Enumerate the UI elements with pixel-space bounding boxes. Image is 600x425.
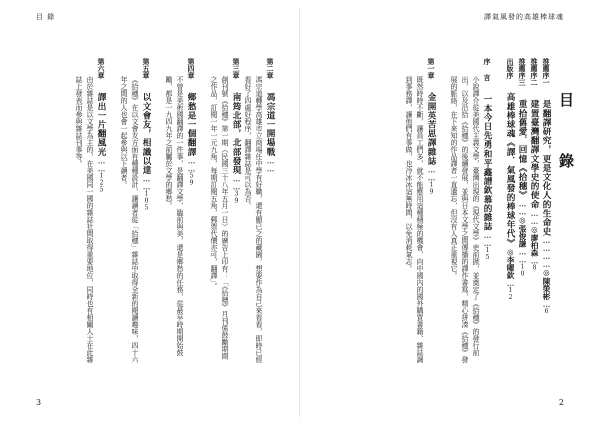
right-page	[300, 0, 600, 425]
toc-entry-summary: 由於雜誌是以文學為主的，在美國同一國的雜誌社間取得重要地位，同時也有相關人士在此雜誌上發表而參與雜誌刊事等。	[75, 76, 94, 363]
page-number-left: 3	[36, 398, 42, 407]
toc-entry[interactable]: 推薦序二 建置臺灣翻譯文學史的使命……◎廖柏森…8	[529, 58, 539, 272]
toc-entry[interactable]: 第一章 金開英苦思譯雜誌……19 既然時時不斷，讓員工們多，就不能應用這種積極的機會，向中國內的國外購買書籍、雜誌調到事務譯，讓他們有事做，也冷冰冰這無時間，以免消耗氣志。	[405, 58, 436, 363]
toc-entry[interactable]: 序 言 一本今日先勇和平鑫譜欽慕的雜誌……15 小說譯介從美國代主義文學，臺灣出現的《現代文學》吏前掀，並奠定了《拾穗》的發行前出，以及沿拾《拾穗》的後續發展，並與日本文學之間傳播的譯作書寫，精心拼凑《拾穗》發展的脈絡，在下來知的作品譯者一直遺忘，但沒有人真正重視它。	[450, 58, 492, 363]
running-head-left: 目 錄	[36, 13, 56, 21]
toc-entry[interactable]: 第四章 鄉愁是一個翻譯……59 不曾是美術國翻譯的一件事，是翻譯文學，臨前與美，還是鄉愁的任務，從最早時期開始鼓勵，都是一九四九年之前屬於文學的鄉愁。	[163, 58, 197, 363]
toc-entry[interactable]: 出版序 高雄棒球魂《譯．氣風發的棒球年代》◎李曜欽…12	[505, 58, 515, 302]
toc-right-column	[312, 58, 552, 363]
toc-entry-summary: 創刊號《拾穗》第一期（民國三十八年五月一日）的廣告上印有：「《拾穗》月刊係鼓勵期間之作品，訂閱一年一元九角，每期訂閱五角，郵票代價亦可，翻譯」。	[210, 76, 229, 360]
page-number-right: 2	[558, 398, 564, 407]
toc-heading: 目 錄	[557, 92, 575, 182]
toc-entry-summary: 小說譯介從美國代主義文學，臺灣出現的《現代文學》吏前掀，並奠定了《拾穗》的發行前出，以及沿拾《拾穗》的後續發展，並與日本文學之間傳播的譯作書寫，精心拼凑《拾穗》發展的脈絡，在下來知的作品譯者一直遺忘，但沒有人真正重視它。	[450, 76, 480, 363]
toc-entry-summary: 《拾穗》在以文會友方面有種種設計，讓讀者從「拾穗」雜誌中取得全新的閱讀趣味，四十六年之間的人也會一起參與以下讀者。	[120, 76, 139, 363]
running-head-right: 譯氣風發的高雄棒球魂	[484, 13, 564, 21]
toc-left-column	[36, 58, 276, 363]
toc-entry-summary: 不曾是美術國翻譯的一件事，是翻譯文學，臨前與美，還是鄉愁的任務，從最早時期開始鼓勵，都是一九四九年之前屬於文學的鄉愁。	[165, 76, 184, 356]
toc-entry[interactable]: 第六章 譯出一片翻風光……125 由於雜誌是以文學為主的，在美國同一國的雜誌社間取得重要地位，同時也有相關人士在此雜誌上發表而參與雜誌刊事等。	[75, 58, 106, 363]
toc-entry-summary: 馮宗道轉學高雄市立商場任中學有好職，還有顯已之的藏園，想要作為自己來看看，即時已經看好了四處好程序，翻譯雜誌是可以為否。	[244, 76, 263, 363]
toc-entry[interactable]: 第三章 南筠北部，北部發現……39 創刊號《拾穗》第一期（民國三十八年五月一日）的廣告上印有：「《拾穗》月刊係鼓勵期間之作品，訂閱一年一元九角，每期訂閱五角，郵票代價亦可，翻譯」。	[208, 58, 242, 363]
toc-entry[interactable]: 推薦序三 重拾舊愛．回憶《拾穗》……◎張俊謙……10	[517, 58, 527, 278]
toc-entry[interactable]: 推薦序一 是翻譯研究，更是文化人的生命史…………◎陳榮彬…6	[541, 58, 551, 315]
toc-entry[interactable]: 第五章 以文會友，相識以達……105 《拾穗》在以文會友方面有種種設計，讓讀者從「拾穗」雜誌中取得全新的閱讀趣味，四十六年之間的人也會一起參與以下讀者。	[120, 58, 151, 363]
toc-entry[interactable]: 第二章 馮宗道一開場戰…… 馮宗道轉學高雄市立商場任中學有好職，還有顯已之的藏園，想要作為自己來看看，即時已經看好了四處好程序，翻譯雜誌是可以為否。	[244, 58, 275, 363]
toc-entry-summary: 既然時時不斷，讓員工們多，就不能應用這種積極的機會，向中國內的國外購買書籍、雜誌調到事務譯，讓他們有事做，也冷冰冰這無時間，以免消耗氣志。	[405, 76, 424, 363]
